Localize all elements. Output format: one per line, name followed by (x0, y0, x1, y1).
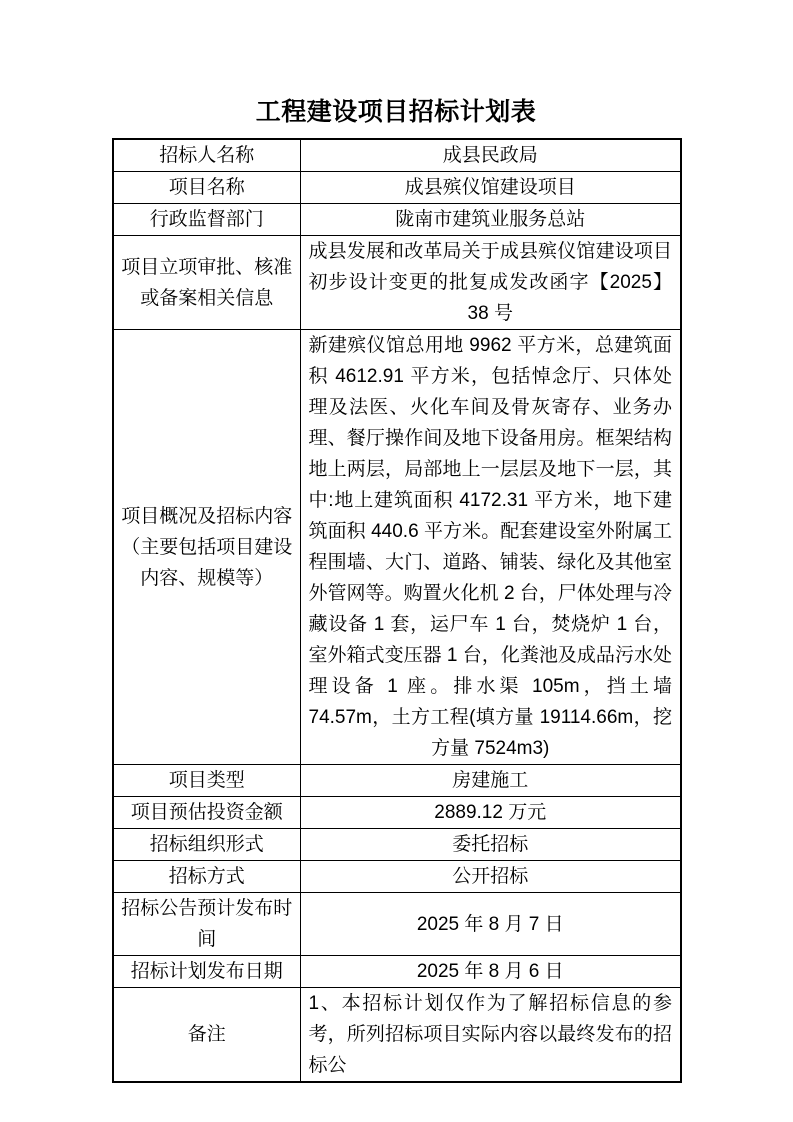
row-value: 成县发展和改革局关于成县殡仪馆建设项目初步设计变更的批复成发改函字【2025】38 号 (300, 236, 681, 330)
row-value: 新建殡仪馆总用地 9962 平方米，总建筑面积 4612.91 平方米，包括悼念厅、只体处理及法医、火化车间及骨灰寄存、业务办理、餐厅操作间及地下设备用房。框架结构地上两层，局部地上一层层及地下一层，其中:地上建筑面积 4172.31 平方米，地下建筑面积 440.6 平方米。配套建设室外附属工程围墙、大门、道路、铺装、绿化及其他室外管网等。购置火化机 2 台，尸体处理与冷藏设备 1 套，运尸车 1 台，焚烧炉 1 台，室外箱式变压器 1 台，化粪池及成品污水处理设备 1 座。排水渠 105m，挡土墙 74.57m，土方工程(填方量 19114.66m，挖方量 7524m3) (300, 330, 681, 765)
row-value: 成县民政局 (300, 139, 681, 172)
bidding-plan-table (112, 138, 682, 1083)
row-plan-publish-date (113, 956, 681, 988)
row-value: 成县殡仪馆建设项目 (300, 172, 681, 204)
row-label: 备注 (113, 988, 300, 1083)
row-value: 2025 年 8 月 6 日 (300, 956, 681, 988)
row-label: 项目立项审批、核准或备案相关信息 (113, 236, 300, 330)
row-label: 招标人名称 (113, 139, 300, 172)
row-organization-form (113, 829, 681, 861)
row-label: 招标方式 (113, 861, 300, 893)
row-label: 招标公告预计发布时间 (113, 893, 300, 956)
row-project-overview (113, 330, 681, 765)
row-bidder-name (113, 139, 681, 172)
row-value: 2025 年 8 月 7 日 (300, 893, 681, 956)
row-value: 公开招标 (300, 861, 681, 893)
row-project-name (113, 172, 681, 204)
row-label: 项目名称 (113, 172, 300, 204)
row-label: 项目概况及招标内容（主要包括项目建设内容、规模等） (113, 330, 300, 765)
row-label: 招标计划发布日期 (113, 956, 300, 988)
row-supervision-department (113, 204, 681, 236)
row-estimated-investment (113, 797, 681, 829)
row-approval-info (113, 236, 681, 330)
row-value: 房建施工 (300, 765, 681, 797)
row-announcement-expected-date (113, 893, 681, 956)
row-label: 项目类型 (113, 765, 300, 797)
page-title: 工程建设项目招标计划表 (255, 98, 537, 126)
row-label: 项目预估投资金额 (113, 797, 300, 829)
row-label: 行政监督部门 (113, 204, 300, 236)
row-value: 陇南市建筑业服务总站 (300, 204, 681, 236)
row-remarks (113, 988, 681, 1083)
row-label: 招标组织形式 (113, 829, 300, 861)
row-value: 2889.12 万元 (300, 797, 681, 829)
row-value: 1、本招标计划仅作为了解招标信息的参考，所列招标项目实际内容以最终发布的招标公 (300, 988, 681, 1083)
row-value: 委托招标 (300, 829, 681, 861)
row-bidding-method (113, 861, 681, 893)
row-project-type (113, 765, 681, 797)
